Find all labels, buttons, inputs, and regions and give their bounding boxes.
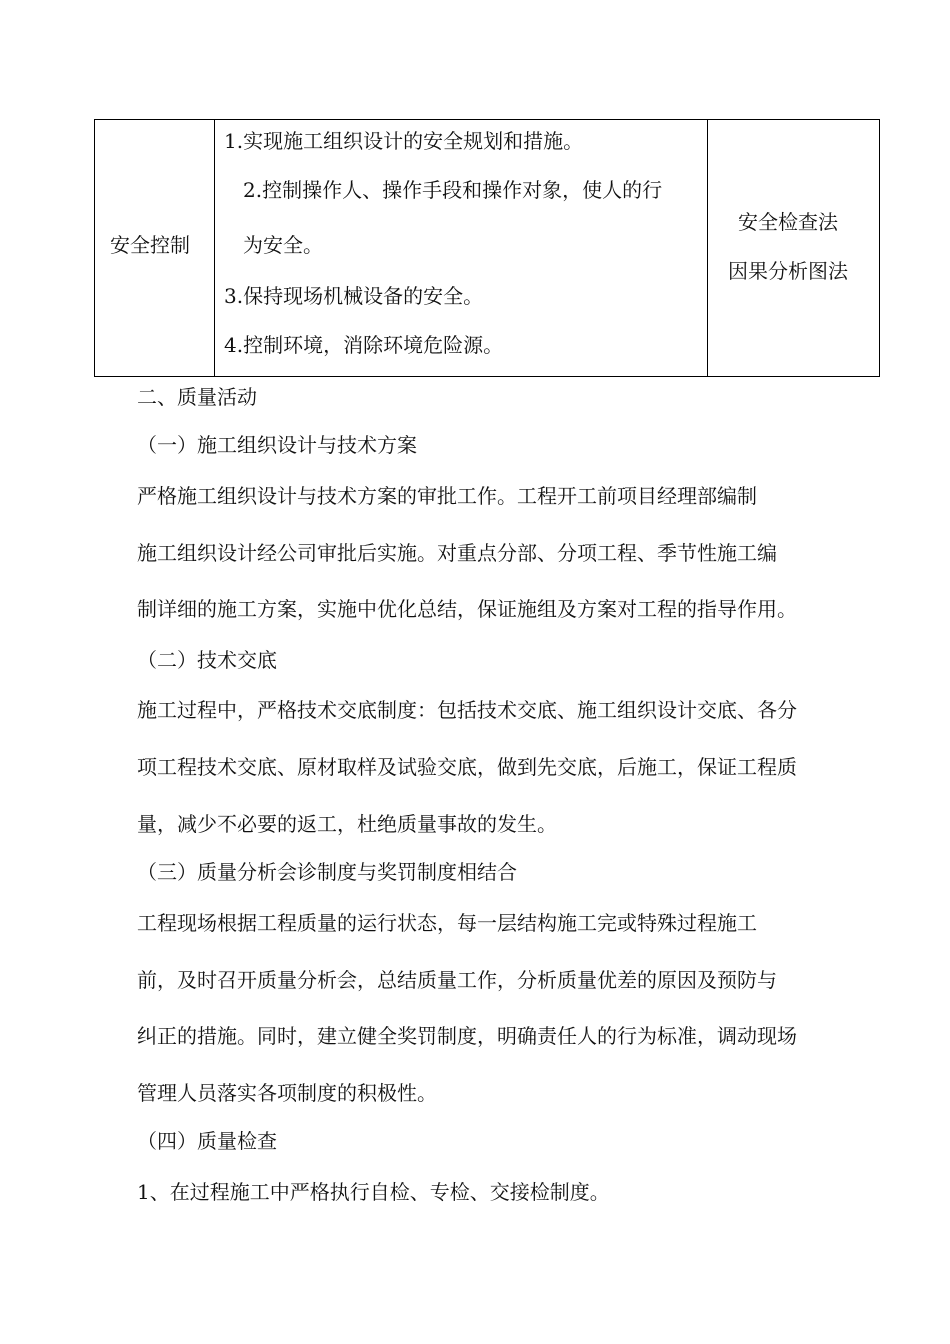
content-line-2: 2.控制操作人、操作手段和操作对象，使人的行 bbox=[243, 178, 663, 202]
section-title: 二、质量活动 bbox=[137, 385, 257, 409]
method-cell bbox=[707, 120, 879, 376]
safety-control-table bbox=[94, 119, 880, 377]
method-2: 因果分析图法 bbox=[728, 259, 848, 283]
content-line-4: 3.保持现场机械设备的安全。 bbox=[224, 284, 484, 308]
subsection-1-title: （一）施工组织设计与技术方案 bbox=[137, 433, 417, 457]
s2-line-2: 项工程技术交底、原材取样及试验交底，做到先交底，后施工，保证工程质 bbox=[137, 755, 797, 779]
category-label: 安全控制 bbox=[110, 233, 190, 257]
s1-line-3: 制详细的施工方案，实施中优化总结，保证施组及方案对工程的指导作用。 bbox=[137, 597, 797, 621]
s3-line-2: 前，及时召开质量分析会，总结质量工作，分析质量优差的原因及预防与 bbox=[137, 968, 777, 992]
subsection-4-title: （四）质量检查 bbox=[137, 1129, 277, 1153]
s2-line-3: 量，减少不必要的返工，杜绝质量事故的发生。 bbox=[137, 812, 557, 836]
content-line-1: 1.实现施工组织设计的安全规划和措施。 bbox=[224, 129, 584, 153]
s1-line-1: 严格施工组织设计与技术方案的审批工作。工程开工前项目经理部编制 bbox=[137, 484, 757, 508]
s3-line-3: 纠正的措施。同时，建立健全奖罚制度，明确责任人的行为标准，调动现场 bbox=[137, 1024, 797, 1048]
subsection-2-title: （二）技术交底 bbox=[137, 648, 277, 672]
content-line-3: 为安全。 bbox=[243, 233, 323, 257]
method-1: 安全检查法 bbox=[738, 210, 838, 234]
category-cell bbox=[95, 120, 215, 376]
s3-line-1: 工程现场根据工程质量的运行状态，每一层结构施工完或特殊过程施工 bbox=[137, 911, 757, 935]
subsection-3-title: （三）质量分析会诊制度与奖罚制度相结合 bbox=[137, 860, 517, 884]
content-line-5: 4.控制环境，消除环境危险源。 bbox=[224, 333, 504, 357]
s1-line-2: 施工组织设计经公司审批后实施。对重点分部、分项工程、季节性施工编 bbox=[137, 541, 777, 565]
s2-line-1: 施工过程中，严格技术交底制度：包括技术交底、施工组织设计交底、各分 bbox=[137, 698, 797, 722]
s3-line-4: 管理人员落实各项制度的积极性。 bbox=[137, 1081, 437, 1105]
s4-line-1: 1、在过程施工中严格执行自检、专检、交接检制度。 bbox=[137, 1180, 610, 1204]
